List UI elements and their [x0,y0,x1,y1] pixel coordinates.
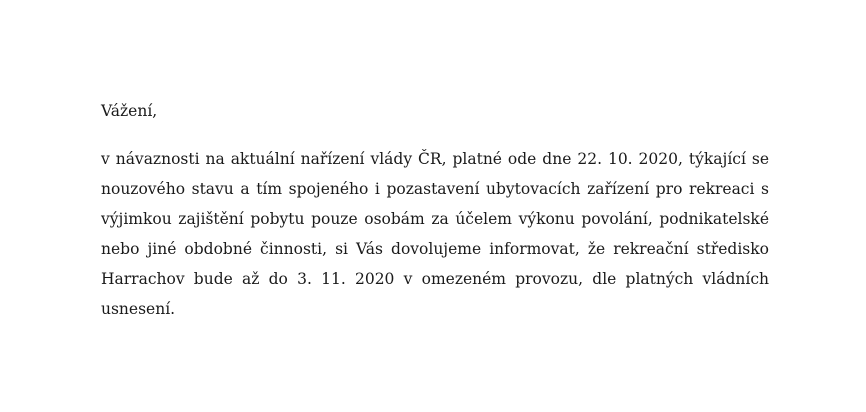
letter-greeting: Vážení, [101,102,158,120]
letter-body: v návaznosti na aktuální nařízení vlády ČR, platné ode dne 22. 10. 2020, týkající se nouzového stavu a tím spojeného i pozastavení ubytovacích zařízení pro rekreaci s výjimkou zajištění pobytu pouze osobám za účelem výkonu povolání, podnikatelské nebo jiné obdobné činnosti, si Vás dovolujeme informovat, že rekreační středisko Harrachov bude až do 3. 11. 2020 v omezeném provozu, dle platných vládních usnesení. [101,150,769,318]
letter-notice [101,98,769,324]
